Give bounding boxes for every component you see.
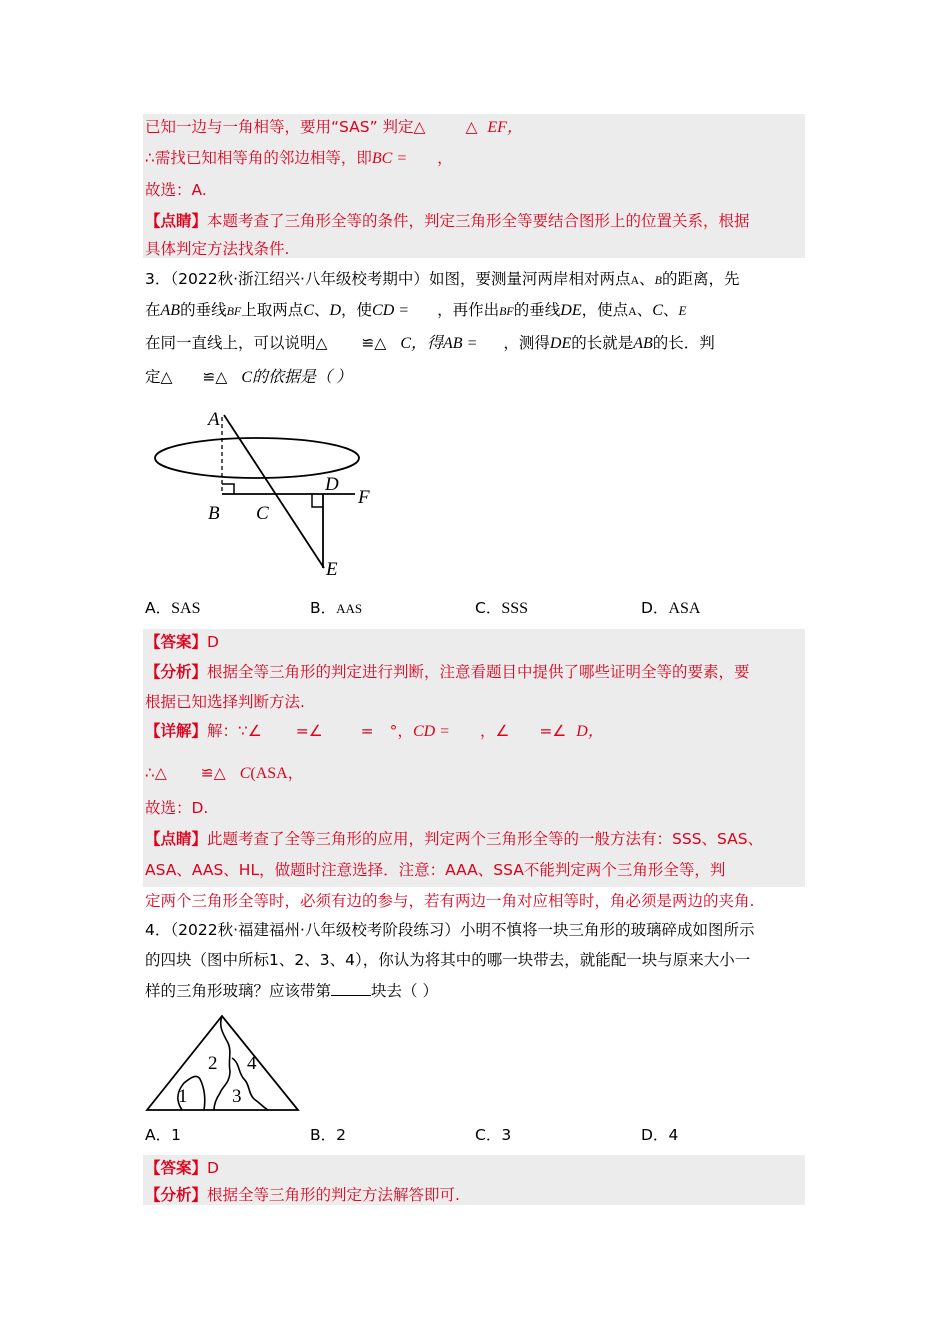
q4-broken-glass-figure [144, 1013, 304, 1113]
piece-label-3: 3 [232, 1086, 242, 1107]
q4-option-c[interactable]: C．3 [475, 1126, 512, 1144]
q3-stem-line2: 在AB的垂线BF上取两点C、D，使CD = ，再作出BF的垂线DE，使点A、C、E [145, 301, 687, 319]
label-e: E [326, 559, 338, 580]
q3-option-a[interactable]: A．SAS [145, 599, 201, 617]
label-b: B [208, 503, 220, 524]
q3-dianjing-line1: 【点睛】此题考查了全等三角形的应用，判定两个三角形全等的一般方法有：SSS、SAS、 [145, 830, 764, 848]
q4-stem-line1: 4．（2022秋·福建福州·八年级校考阶段练习）小明不慎将一块三角形的玻璃碎成如图所示 [145, 921, 755, 939]
q3-stem-line1: 3．（2022秋·浙江绍兴·八年级校考期中）如图，要测量河两岸相对两点A、B的距离，先 [145, 270, 740, 288]
q4-analysis: 【分析】根据全等三角形的判定方法解答即可. [145, 1186, 460, 1204]
answer-blank[interactable] [331, 981, 371, 996]
q3-answer: 【答案】D [145, 633, 219, 651]
q3-option-b[interactable]: B．AAS [310, 599, 363, 617]
q3-option-d[interactable]: D．ASA [641, 599, 701, 617]
q4-stem-line2: 的四块（图中所标1、2、3、4），你认为将其中的哪一块带去，就能配一块与原来大小一 [145, 951, 751, 969]
piece-label-2: 2 [208, 1053, 218, 1074]
q4-option-a[interactable]: A．1 [145, 1126, 181, 1144]
label-c: C [256, 503, 269, 524]
q3-choose: 故选：D. [145, 799, 209, 817]
river-ellipse [155, 438, 359, 478]
q4-option-d[interactable]: D．4 [641, 1126, 679, 1144]
right-angle-d [312, 494, 323, 507]
q3-analysis-line1: 【分析】根据全等三角形的判定进行判断，注意看题目中提供了哪些证明全等的要素，要 [145, 663, 750, 681]
q2-choose: 故选：A. [145, 181, 207, 199]
q2-solution-line2: ∴需找已知相等角的邻边相等，即BC = ， [145, 149, 453, 167]
q3-stem-line4: 定△ ≌△ C的依据是（ ） [145, 368, 353, 386]
label-f: F [358, 487, 370, 508]
q4-option-b[interactable]: B．2 [310, 1126, 347, 1144]
label-d: D [325, 474, 339, 495]
q4-stem-line3: 样的三角形玻璃？应该带第 块去（ ） [145, 982, 438, 1000]
q3-dianjing-line2: ASA、AAS、HL，做题时注意选择．注意：AAA、SSA不能判定两个三角形全等，判 [145, 861, 726, 879]
q3-detail-line1: 【详解】解：∵∠ =∠ = °，CD = ，∠ =∠ D， [145, 722, 604, 740]
q2-dianjing-line2: 具体判定方法找条件. [145, 240, 290, 258]
q3-river-figure [150, 405, 390, 585]
q2-solution-line1: 已知一边与一角相等，要用“SAS” 判定△ △ EF， [145, 118, 523, 136]
q3-analysis-line2: 根据已知选择判断方法. [145, 693, 305, 711]
q3-option-c[interactable]: C．SSS [475, 599, 529, 617]
piece-label-4: 4 [247, 1053, 257, 1074]
q2-dianjing-line1: 【点睛】本题考查了三角形全等的条件，判定三角形全等要结合图形上的位置关系，根据 [145, 212, 750, 230]
right-angle-b [222, 484, 234, 494]
q3-detail-line2: ∴△ ≌△ C(ASA， [145, 764, 304, 782]
label-a: A [208, 409, 220, 430]
q4-answer: 【答案】D [145, 1159, 219, 1177]
q3-stem-line3: 在同一直线上，可以说明△ ≌△ C，得AB = ，测得DE的长就是AB的长．判 [145, 334, 715, 352]
q3-dianjing-line3: 定两个三角形全等时，必须有边的参与，若有两边一角对应相等时，角必须是两边的夹角. [145, 892, 755, 910]
piece-label-1: 1 [178, 1086, 188, 1107]
